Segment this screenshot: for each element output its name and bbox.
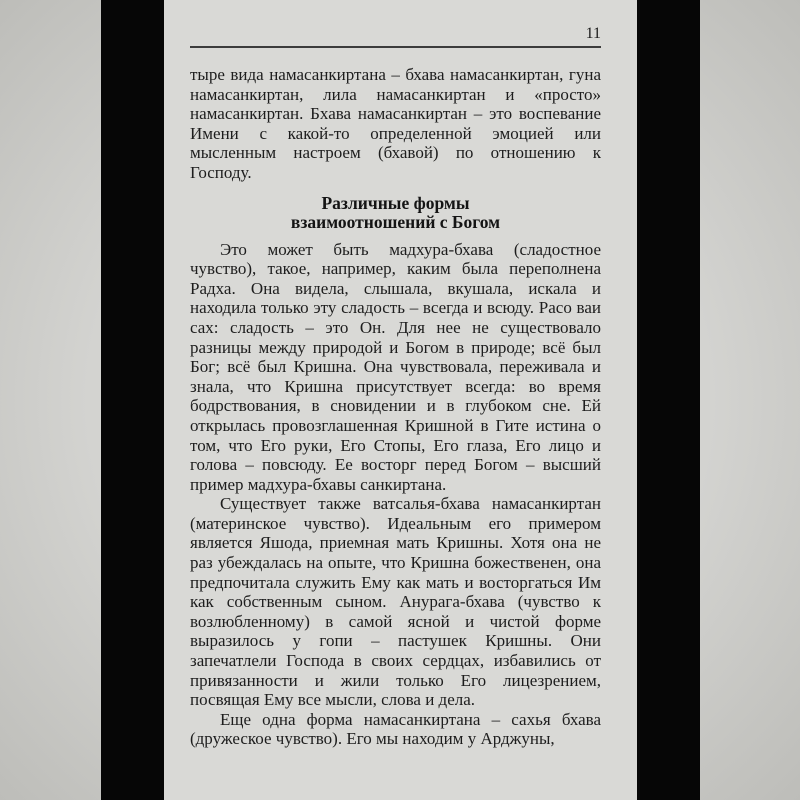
page-edge-band-left — [101, 0, 164, 800]
paragraph-sakhya-bhava: Еще одна форма намасанкиртана – сахья бхава (дружеское чувство). Его мы находим у Арджуны, — [190, 709, 601, 749]
page-content — [164, 0, 637, 749]
paragraph-continuation: тыре вида намасанкиртана – бхава намасанкиртан, гуна намасанкиртан, лила намасанкиртан и «просто» намасанкиртан. Бхава намасанкиртан – это воспевание Имени с какой-то определенной эмоцией или мысленным настроем (бхавой) по отношению к Господу. — [190, 65, 601, 182]
book-page — [164, 0, 637, 800]
body-text — [190, 65, 601, 749]
page-number: 11 — [585, 25, 601, 42]
paragraph-madhura-bhava: Это может быть мадхура-бхава (сладостное чувство), такое, например, каким была переполнена Радха. Она видела, слышала, вкушала, искала и находила только эту сладость – всегда и всюду. Расо ваи сах: сладость – это Он. Для нее не существовало разницы между природой и Богом в природе; всё был Бог; всё был Кришна. Она чувствовала, переживала и знала, что Кришна присутствует всегда: во время бодрствования, в сновидении и в глубоком сне. Ей открылась провозглашенная Кришной в Гите истина о том, что Его руки, Его Стопы, Его глаза, Его лицо и голова – повсюду. Ее восторг перед Богом – высший пример мадхура-бхавы санкиртана. — [190, 239, 601, 494]
section-heading — [190, 194, 601, 233]
heading-line-2: взаимоотношений с Богом — [290, 212, 501, 233]
header-rule — [190, 46, 601, 48]
heading-line-1: Различные формы — [321, 192, 470, 213]
paragraph-vatsalya-bhava: Существует также ватсалья-бхава намасанкиртан (материнское чувство). Идеальным его примером является Яшода, приемная мать Кришны. Хотя она не раз убеждалась на опыте, что Кришна божественен, она предпочитала служить Ему как мать и восторгаться Им как собственным сыном. Анурага-бхава (чувство к возлюбленному) в самой ясной и чистой форме выразилось у гопи – пастушек Кришны. Они запечатлели Господа в своих сердцах, избавились от привязанности и жили только Его лицезрением, посвящая Ему все мысли, слова и дела. — [190, 494, 601, 710]
page-edge-band-right — [637, 0, 700, 800]
